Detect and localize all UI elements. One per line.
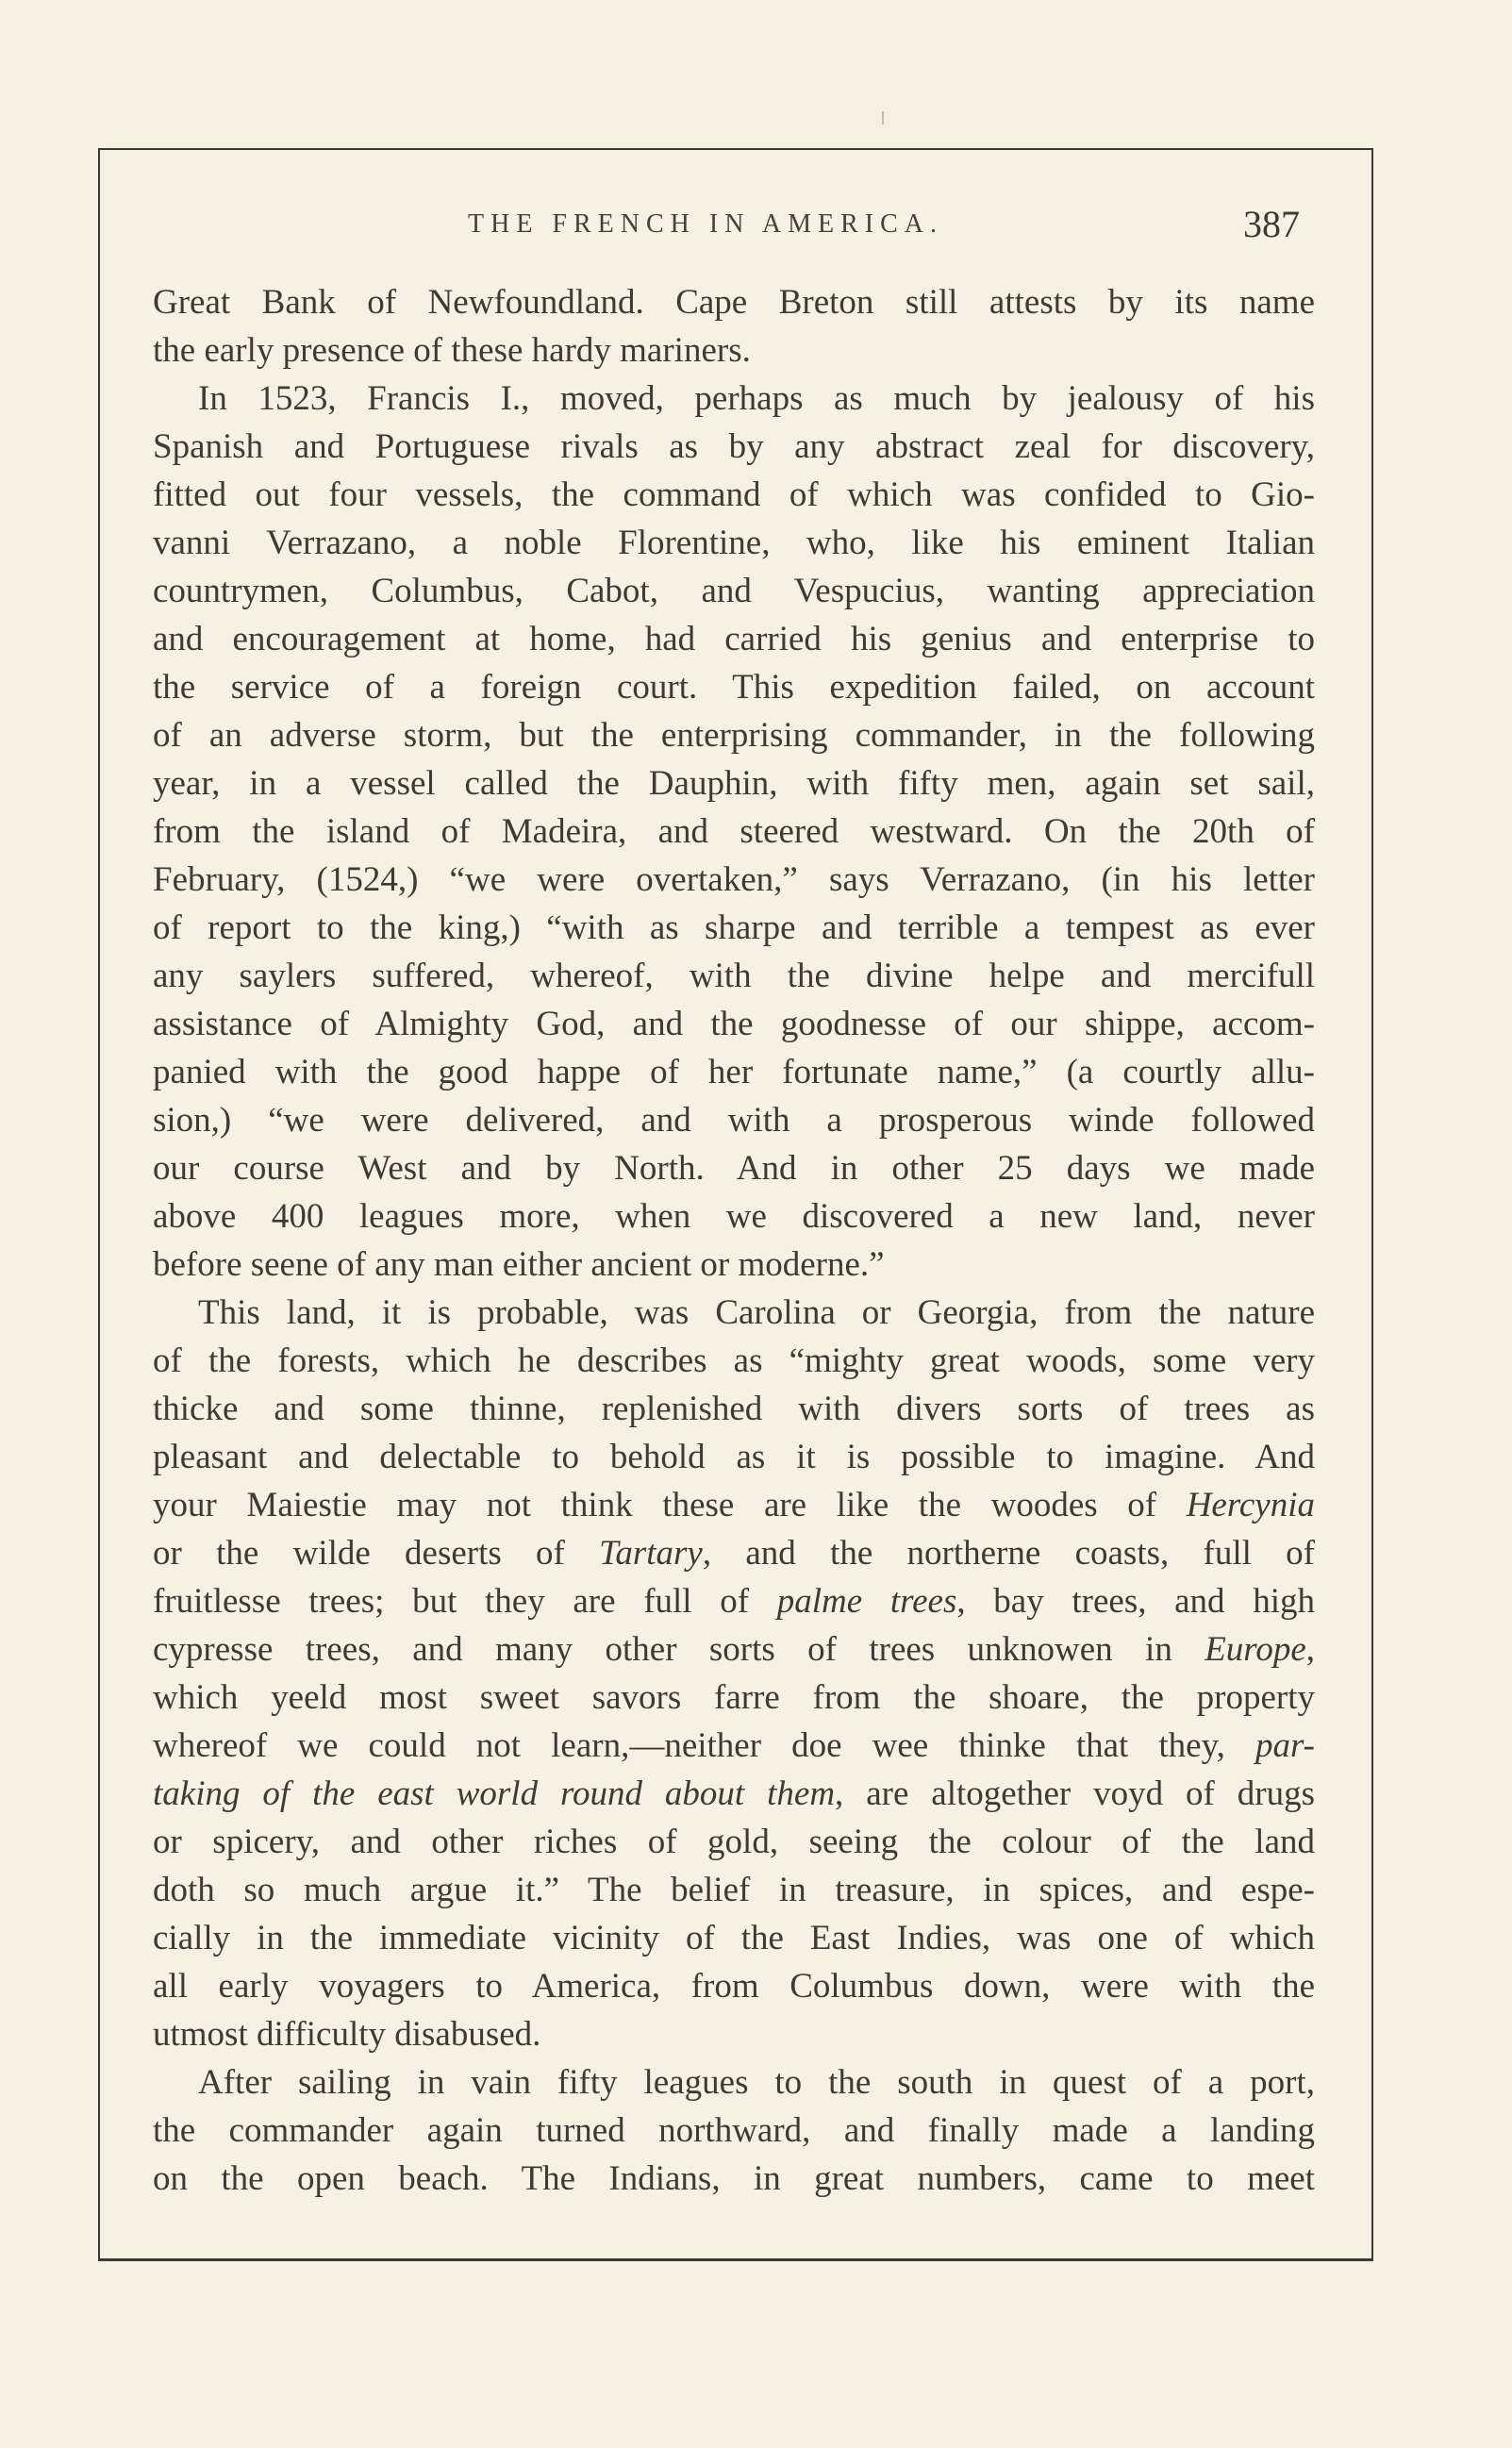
text-segment: panied with the good happe of her fortunate name,” (a courtly allu- [153, 1053, 1315, 1091]
text-line [153, 2155, 1315, 2203]
text-segment: cially in the immediate vicinity of the East Indies, was one of which [153, 1919, 1315, 1957]
page-number: 387 [1243, 203, 1300, 245]
italic-text: palme trees [776, 1582, 957, 1621]
text-segment: , [1305, 1630, 1315, 1669]
text-segment: In 1523, Francis I., moved, perhaps as much by jealousy of his [198, 379, 1315, 418]
text-segment: before seene of any man either ancient or moderne.” [153, 1245, 885, 1284]
text-segment: on the open beach. The Indians, in great numbers, came to meet [153, 2159, 1315, 2198]
text-segment: the commander again turned northward, and finally made a landing [153, 2111, 1315, 2150]
text-segment: Spanish and Portuguese rivals as by any abstract zeal for discovery, [153, 427, 1315, 466]
text-segment: countrymen, Columbus, Cabot, and Vespucius, wanting appreciation [153, 572, 1315, 610]
text-line [153, 1192, 1315, 1241]
text-line [153, 1818, 1315, 1866]
text-line [153, 663, 1315, 711]
paper-speck [882, 111, 884, 125]
text-segment: After sailing in vain fifty leagues to the south in quest of a port, [198, 2063, 1315, 2102]
text-line [153, 808, 1315, 856]
text-segment: , and the northerne coasts, full of [702, 1534, 1315, 1573]
text-line [153, 711, 1315, 759]
text-segment: pleasant and delectable to behold as it is possible to imagine. And [153, 1438, 1315, 1476]
text-line [153, 1096, 1315, 1144]
text-line [153, 2010, 1315, 2058]
text-line [153, 1241, 1315, 1289]
text-segment: of report to the king,) “with as sharpe and terrible a tempest as ever [153, 908, 1315, 947]
text-segment: of an adverse storm, but the enterprising commander, in the following [153, 716, 1315, 755]
text-segment: , are altogether voyd of drugs [835, 1774, 1315, 1813]
text-segment: which yeeld most sweet savors farre from the shoare, the property [153, 1678, 1315, 1717]
text-segment: fitted out four vessels, the command of which was confided to Gio- [153, 475, 1315, 514]
text-line [153, 567, 1315, 615]
text-line [153, 2058, 1315, 2107]
text-segment: thicke and some thinne, replenished with divers sorts of trees as [153, 1390, 1315, 1428]
text-line [153, 519, 1315, 567]
text-line [153, 1914, 1315, 1962]
text-line [153, 2107, 1315, 2155]
text-segment: doth so much argue it.” The belief in treasure, in spices, and espe- [153, 1871, 1315, 1909]
text-line [153, 1481, 1315, 1529]
running-head: THE FRENCH IN AMERICA. [468, 209, 944, 239]
text-segment: and encouragement at home, had carried his genius and enterprise to [153, 620, 1315, 658]
text-segment: or the wilde deserts of [153, 1534, 600, 1573]
text-segment: year, in a vessel called the Dauphin, with fifty men, again set sail, [153, 764, 1315, 803]
text-line [153, 1385, 1315, 1433]
text-segment: utmost difficulty disabused. [153, 2015, 541, 2054]
text-line [153, 1529, 1315, 1577]
text-line [153, 1144, 1315, 1192]
text-line [153, 1674, 1315, 1722]
text-line [153, 856, 1315, 904]
italic-text: Hercynia [1186, 1486, 1315, 1524]
text-segment: the early presence of these hardy mariners. [153, 331, 751, 370]
text-segment: This land, it is probable, was Carolina or Georgia, from the nature [198, 1293, 1315, 1332]
body-text [153, 278, 1315, 2203]
text-line [153, 1722, 1315, 1770]
italic-text: par- [1255, 1726, 1315, 1765]
text-line [153, 759, 1315, 808]
text-line [153, 1289, 1315, 1337]
text-line [153, 423, 1315, 471]
text-line [153, 278, 1315, 326]
text-line [153, 904, 1315, 952]
text-line [153, 1433, 1315, 1481]
text-segment: or spicery, and other riches of gold, seeing the colour of the land [153, 1823, 1315, 1861]
text-line [153, 1625, 1315, 1674]
text-line [153, 1962, 1315, 2010]
text-segment: , bay trees, and high [956, 1582, 1315, 1621]
text-segment: our course West and by North. And in other 25 days we made [153, 1149, 1315, 1188]
text-segment: whereof we could not learn,—neither doe wee thinke that they, [153, 1726, 1256, 1765]
text-segment: Great Bank of Newfoundland. Cape Breton still attests by its name [153, 283, 1315, 322]
text-line [153, 1770, 1315, 1818]
text-segment: all early voyagers to America, from Columbus down, were with the [153, 1967, 1315, 2006]
text-segment: vanni Verrazano, a noble Florentine, who, like his eminent Italian [153, 524, 1315, 562]
text-segment: from the island of Madeira, and steered westward. On the 20th of [153, 812, 1315, 851]
text-segment: the service of a foreign court. This expedition failed, on account [153, 668, 1315, 707]
text-segment: any saylers suffered, whereof, with the divine helpe and mercifull [153, 957, 1315, 995]
text-line [153, 1577, 1315, 1625]
text-segment: your Maiestie may not think these are like the woodes of [153, 1486, 1187, 1524]
text-line [153, 615, 1315, 663]
text-segment: February, (1524,) “we were overtaken,” says Verrazano, (in his letter [153, 860, 1315, 899]
text-line [153, 1337, 1315, 1385]
text-line [153, 326, 1315, 375]
text-segment: assistance of Almighty God, and the goodnesse of our shippe, accom- [153, 1005, 1315, 1043]
italic-text: taking of the east world round about them [153, 1774, 836, 1813]
text-line [153, 1866, 1315, 1914]
text-line [153, 1048, 1315, 1096]
text-line [153, 375, 1315, 423]
text-line [153, 1000, 1315, 1048]
text-line [153, 471, 1315, 519]
text-line [153, 952, 1315, 1000]
text-segment: fruitlesse trees; but they are full of [153, 1582, 777, 1621]
italic-text: Europe [1205, 1630, 1306, 1669]
text-segment: sion,) “we were delivered, and with a prosperous winde followed [153, 1101, 1315, 1140]
text-segment: of the forests, which he describes as “mighty great woods, some very [153, 1341, 1315, 1380]
italic-text: Tartary [599, 1534, 703, 1573]
text-segment: above 400 leagues more, when we discovered a new land, never [153, 1197, 1315, 1236]
text-segment: cypresse trees, and many other sorts of trees unknowen in [153, 1630, 1205, 1669]
